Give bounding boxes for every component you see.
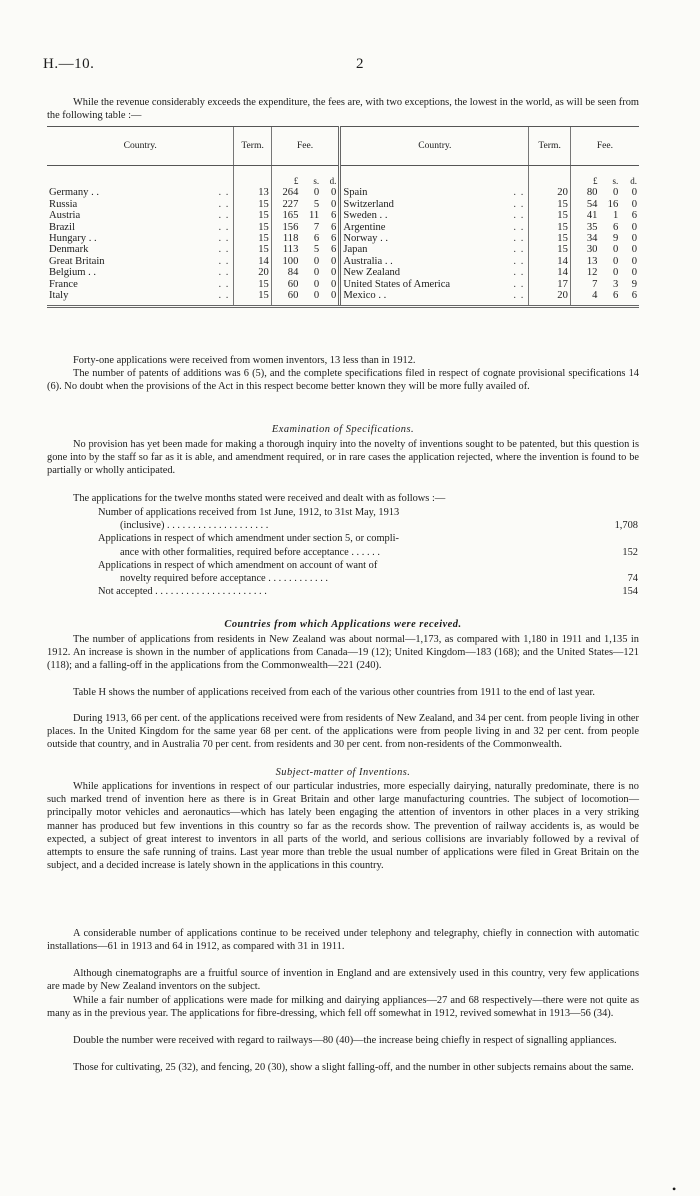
term-cell: 20	[529, 187, 571, 198]
col-fee-right: Fee.	[570, 127, 639, 166]
leader-dots: . .	[513, 221, 525, 233]
term-cell: 15	[529, 233, 571, 244]
fee-pounds: 7	[570, 279, 599, 290]
country-name: Argentine	[343, 221, 386, 233]
table-row	[47, 267, 639, 278]
examination-paragraph: No provision has yet been made for making a thorough inquiry into the novelty of inventions sought to be patented, but this question is gone into by the staff so far as it is able, and amendment required, or in rare cases the application rejected, where the invention is found to be partially or wholly anticipated.	[47, 439, 639, 477]
subject-paragraph-6: Those for cultivating, 25 (32), and fencing, 20 (30), show a slight falling-off, and the number in other subjects remains about the same.	[73, 1062, 634, 1073]
country-name: Australia . .	[343, 255, 393, 267]
list-item-value: 1,708	[614, 520, 638, 532]
country-name: Denmark	[49, 244, 89, 256]
list-item-value: 152	[622, 546, 638, 558]
col-fee-left: Fee.	[271, 127, 340, 166]
fee-pounds: 227	[271, 199, 300, 210]
term-cell: 15	[529, 244, 571, 255]
country-name: Russia	[49, 198, 78, 210]
unit-shillings: s.	[313, 176, 320, 186]
fee-pounds: 100	[271, 256, 300, 267]
fee-pence: 0	[631, 187, 637, 199]
fee-shillings: 5	[313, 198, 320, 210]
fee-pence: 0	[631, 221, 637, 233]
term-cell: 14	[529, 267, 571, 278]
table-header-row	[47, 127, 639, 166]
leader-dots: . .	[513, 255, 525, 267]
table-row	[47, 256, 639, 267]
leader-dots: . .	[218, 233, 230, 245]
countries-paragraph-3: During 1913, 66 per cent. of the applications received were from residents of New Zealand, and 34 per cent. from people living in other places. In the United Kingdom for the same year 68 per cent. of the applications were from people living in and 32 per cent. from people outside that country, and in Australia 70 per cent. from residents and 30 per cent. from non-residents of the Commonwealth.	[47, 713, 639, 751]
term-cell: 15	[529, 199, 571, 210]
list-item-text: Number of applications received from 1st June, 1912, to 31st May, 1913	[98, 507, 400, 518]
fee-shillings: 1	[612, 210, 619, 222]
list-item	[98, 519, 638, 532]
table-row	[47, 279, 639, 290]
term-cell: 14	[529, 256, 571, 267]
leader-dots: . .	[218, 210, 230, 222]
fee-shillings: 0	[612, 244, 619, 256]
country-name: Great Britain	[49, 255, 105, 267]
fee-pounds: 60	[271, 290, 300, 307]
fee-shillings: 0	[612, 255, 619, 267]
leader-dots: . .	[513, 198, 525, 210]
leader-dots: . .	[513, 278, 525, 290]
list-item	[98, 559, 588, 572]
fee-pence: 6	[331, 210, 337, 222]
term-cell: 15	[234, 244, 271, 255]
units-row	[47, 166, 639, 188]
leader-dots: . .	[218, 221, 230, 233]
country-name: Spain	[343, 187, 368, 199]
country-cell	[340, 210, 529, 221]
fee-shillings: 0	[612, 267, 619, 279]
fee-pounds: 54	[570, 199, 599, 210]
leader-dots: . .	[218, 290, 230, 302]
fee-pence: 6	[331, 233, 337, 245]
subject-paragraph-4: While a fair number of applications were made for milking and dairying appliances—27 and 68 respectively—there were not quite as many as in the previous year. The applications for fibre-dressing, which fell off somewhat in 1912, revived somewhat in 1913—56 (34).	[47, 995, 639, 1020]
leader-dots: . .	[218, 267, 230, 279]
women-inventors-paragraph: Forty-one applications were received from women inventors, 13 less than in 1912.	[73, 355, 416, 366]
term-cell: 20	[529, 290, 571, 307]
intro-paragraph: While the revenue considerably exceeds the expenditure, the fees are, with two exceptions, the lowest in the world, as will be seen from the following table :—	[47, 97, 639, 122]
fee-pence: 0	[331, 278, 337, 290]
list-item-text: Applications in respect of which amendment under section 5, or compli-	[98, 533, 399, 545]
country-cell	[47, 199, 234, 210]
list-item	[98, 506, 588, 519]
list-item-text: (inclusive) . . . . . . . . . . . . . . . . . . . .	[120, 520, 269, 532]
country-name: Germany . .	[49, 187, 100, 199]
page-mark: •	[672, 1182, 677, 1196]
fee-pence: 0	[631, 244, 637, 256]
country-name: France	[49, 278, 78, 290]
list-item-value: 154	[622, 586, 638, 598]
fee-pence: 6	[331, 244, 337, 256]
col-term-right: Term.	[529, 127, 571, 166]
term-cell: 15	[234, 210, 271, 221]
fee-pounds: 12	[570, 267, 599, 278]
subject-paragraph-3: Although cinematographs are a fruitful source of invention in England and are extensively used in this country, very few applications are made by New Zealand inventors on the subject.	[47, 968, 639, 993]
fee-pence: 0	[631, 233, 637, 245]
leader-dots: . .	[218, 278, 230, 290]
leader-dots: . .	[513, 233, 525, 245]
fee-pence: 0	[631, 198, 637, 210]
fee-shillings: 0	[313, 255, 320, 267]
fee-shillings: 16	[607, 198, 619, 210]
fee-shillings: 5	[313, 244, 320, 256]
fee-shillings: 9	[612, 233, 619, 245]
table-row	[47, 222, 639, 233]
fee-pounds: 34	[570, 233, 599, 244]
country-cell	[340, 244, 529, 255]
unit-pence: d.	[329, 176, 337, 186]
table-row	[47, 210, 639, 221]
leader-dots: . .	[218, 187, 230, 199]
country-cell	[47, 290, 234, 307]
country-cell	[340, 256, 529, 267]
applications-list	[98, 506, 638, 598]
fee-pounds: 84	[271, 267, 300, 278]
fee-pence: 0	[331, 267, 337, 279]
unit-pence: d.	[630, 176, 637, 186]
subject-paragraph-1: While applications for inventions in respect of our particular industries, more especially dairying, naturally predominate, there is no such marked trend of invention here as there is in Great Britain and other large manufacturing countries. The subject of locomotion—principally motor vehicles and aeronautics—which has lately been engaging the attention of inventors in other places in a very striking manner has produced but few inventions in this country so far as the records show. The prevention of railway accidents is, as would be expected, a subject of great interest to inventors in all parts of the world, and serious collisions are invariably followed by a revival of attempts to ensure the safe running of trains. Last year more than treble the usual number of applications were filed in Great Britain on the subject, and a decided increase is lately shown in the applications in this country.	[47, 781, 639, 872]
fee-pence: 0	[331, 198, 337, 210]
country-name: Switzerland	[343, 198, 394, 210]
fee-shillings: 0	[313, 278, 320, 290]
unit-pounds: £	[570, 166, 599, 188]
country-cell	[47, 222, 234, 233]
table-row	[47, 244, 639, 255]
col-term-left: Term.	[234, 127, 271, 166]
term-cell: 14	[234, 256, 271, 267]
fee-comparison-table	[47, 126, 639, 308]
list-item-text: Applications in respect of which amendment on account of want of	[98, 559, 378, 571]
fee-pounds: 41	[570, 210, 599, 221]
term-cell: 15	[234, 233, 271, 244]
list-item	[98, 572, 638, 585]
country-cell	[340, 279, 529, 290]
applications-intro: The applications for the twelve months stated were received and dealt with as follows :—	[73, 493, 446, 504]
term-cell: 15	[234, 199, 271, 210]
fee-pounds: 156	[271, 222, 300, 233]
term-cell: 15	[529, 210, 571, 221]
fee-shillings: 3	[612, 278, 619, 290]
page-number: 2	[356, 56, 364, 72]
document-reference: H.—10.	[43, 56, 95, 72]
term-cell: 13	[234, 187, 271, 198]
list-item-text: novelty required before acceptance . . . . . . . . . . . .	[120, 572, 329, 584]
country-cell	[340, 199, 529, 210]
list-item	[98, 532, 588, 545]
term-cell: 15	[234, 279, 271, 290]
country-name: Belgium . .	[49, 267, 97, 279]
fee-shillings: 11	[308, 210, 320, 222]
country-name: Japan	[343, 244, 368, 256]
fee-shillings: 0	[313, 187, 320, 199]
fee-shillings: 0	[313, 267, 320, 279]
leader-dots: . .	[513, 187, 525, 199]
term-cell: 20	[234, 267, 271, 278]
country-name: Austria	[49, 210, 81, 222]
term-cell: 15	[529, 222, 571, 233]
fee-pounds: 30	[570, 244, 599, 255]
fee-shillings: 6	[313, 233, 320, 245]
fee-pounds: 165	[271, 210, 300, 221]
country-cell	[340, 222, 529, 233]
country-name: Italy	[49, 290, 69, 302]
list-item-text: Not accepted . . . . . . . . . . . . . . . . . . . . . .	[98, 586, 267, 598]
leader-dots: . .	[513, 290, 525, 302]
country-name: Norway . .	[343, 233, 389, 245]
fee-pence: 0	[331, 255, 337, 267]
fee-pounds: 60	[271, 279, 300, 290]
fee-pence: 0	[331, 187, 337, 199]
countries-paragraph-1: The number of applications from residents in New Zealand was about normal—1,173, as compared with 1,180 in 1911 and 1,135 in 1912. An increase is shown in the number of applications from Canada—19 (12); United Kingdom—183 (168); and the United States—121 (118); and a falling-off in the applications from the Commonwealth—221 (240).	[47, 634, 639, 672]
fee-pounds: 264	[271, 187, 300, 198]
list-item	[98, 585, 638, 598]
country-name: United States of America	[343, 278, 451, 290]
country-cell	[47, 267, 234, 278]
leader-dots: . .	[218, 244, 230, 256]
unit-pounds: £	[271, 166, 300, 188]
term-cell: 15	[234, 290, 271, 307]
fee-pence: 0	[631, 267, 637, 279]
country-cell	[47, 279, 234, 290]
list-item-value: 74	[627, 572, 638, 584]
country-name: Mexico . .	[343, 290, 387, 302]
fee-pence: 6	[620, 290, 639, 307]
table-row	[47, 199, 639, 210]
page-header	[43, 58, 657, 78]
country-name: New Zealand	[343, 267, 401, 279]
country-cell	[47, 244, 234, 255]
subject-paragraph-2: A considerable number of applications continue to be received under telephony and telegraphy, chiefly in connection with automatic installations—61 in 1913 and 64 in 1912, as compared with 31 in 1911.	[47, 928, 639, 953]
term-cell: 15	[234, 222, 271, 233]
fee-shillings: 6	[599, 290, 620, 307]
fee-pounds: 113	[271, 244, 300, 255]
unit-shillings: s.	[612, 176, 619, 186]
fee-pounds: 13	[570, 256, 599, 267]
fee-pounds: 4	[570, 290, 599, 307]
country-cell	[47, 233, 234, 244]
country-cell	[47, 210, 234, 221]
heading-subject-matter: Subject-matter of Inventions.	[275, 767, 411, 778]
leader-dots: . .	[513, 244, 525, 256]
leader-dots: . .	[513, 267, 525, 279]
country-cell	[340, 187, 529, 198]
country-cell	[47, 187, 234, 198]
additions-paragraph: The number of patents of additions was 6 (5), and the complete specifications filed in respect of cognate provisional specifications 14 (6). No doubt when the provisions of the Act in this respect become better known they will be more fully availed of.	[47, 368, 639, 393]
list-item-text: ance with other formalities, required before acceptance . . . . . .	[120, 546, 380, 558]
leader-dots: . .	[218, 198, 230, 210]
country-cell	[340, 233, 529, 244]
leader-dots: . .	[218, 255, 230, 267]
country-cell	[340, 267, 529, 278]
country-name: Hungary . .	[49, 233, 97, 245]
fee-pounds: 80	[570, 187, 599, 198]
subject-paragraph-5: Double the number were received with regard to railways—80 (40)—the increase being chiefly in respect of signalling appliances.	[73, 1035, 617, 1046]
table-row	[47, 290, 639, 307]
col-country-left: Country.	[47, 127, 234, 166]
table-row	[47, 233, 639, 244]
fee-pence: 6	[331, 221, 337, 233]
country-cell	[340, 290, 529, 307]
fee-shillings: 0	[300, 290, 321, 307]
fee-pence: 9	[631, 278, 637, 290]
countries-paragraph-2: Table H shows the number of applications received from each of the various other countries from 1911 to the end of last year.	[73, 687, 596, 698]
country-name: Brazil	[49, 221, 75, 233]
country-name: Sweden . .	[343, 210, 388, 222]
heading-countries: Countries from which Applications were received.	[224, 619, 462, 630]
fee-pounds: 35	[570, 222, 599, 233]
table-row	[47, 187, 639, 198]
fee-shillings: 6	[612, 221, 619, 233]
col-country-right: Country.	[340, 127, 529, 166]
leader-dots: . .	[513, 210, 525, 222]
country-cell	[47, 256, 234, 267]
list-item	[98, 546, 638, 559]
fee-pence: 0	[321, 290, 340, 307]
fee-pence: 6	[631, 210, 637, 222]
fee-shillings: 0	[612, 187, 619, 199]
heading-examination: Examination of Specifications.	[271, 424, 415, 435]
fee-pounds: 118	[271, 233, 300, 244]
term-cell: 17	[529, 279, 571, 290]
fee-pence: 0	[631, 255, 637, 267]
fee-shillings: 7	[313, 221, 320, 233]
